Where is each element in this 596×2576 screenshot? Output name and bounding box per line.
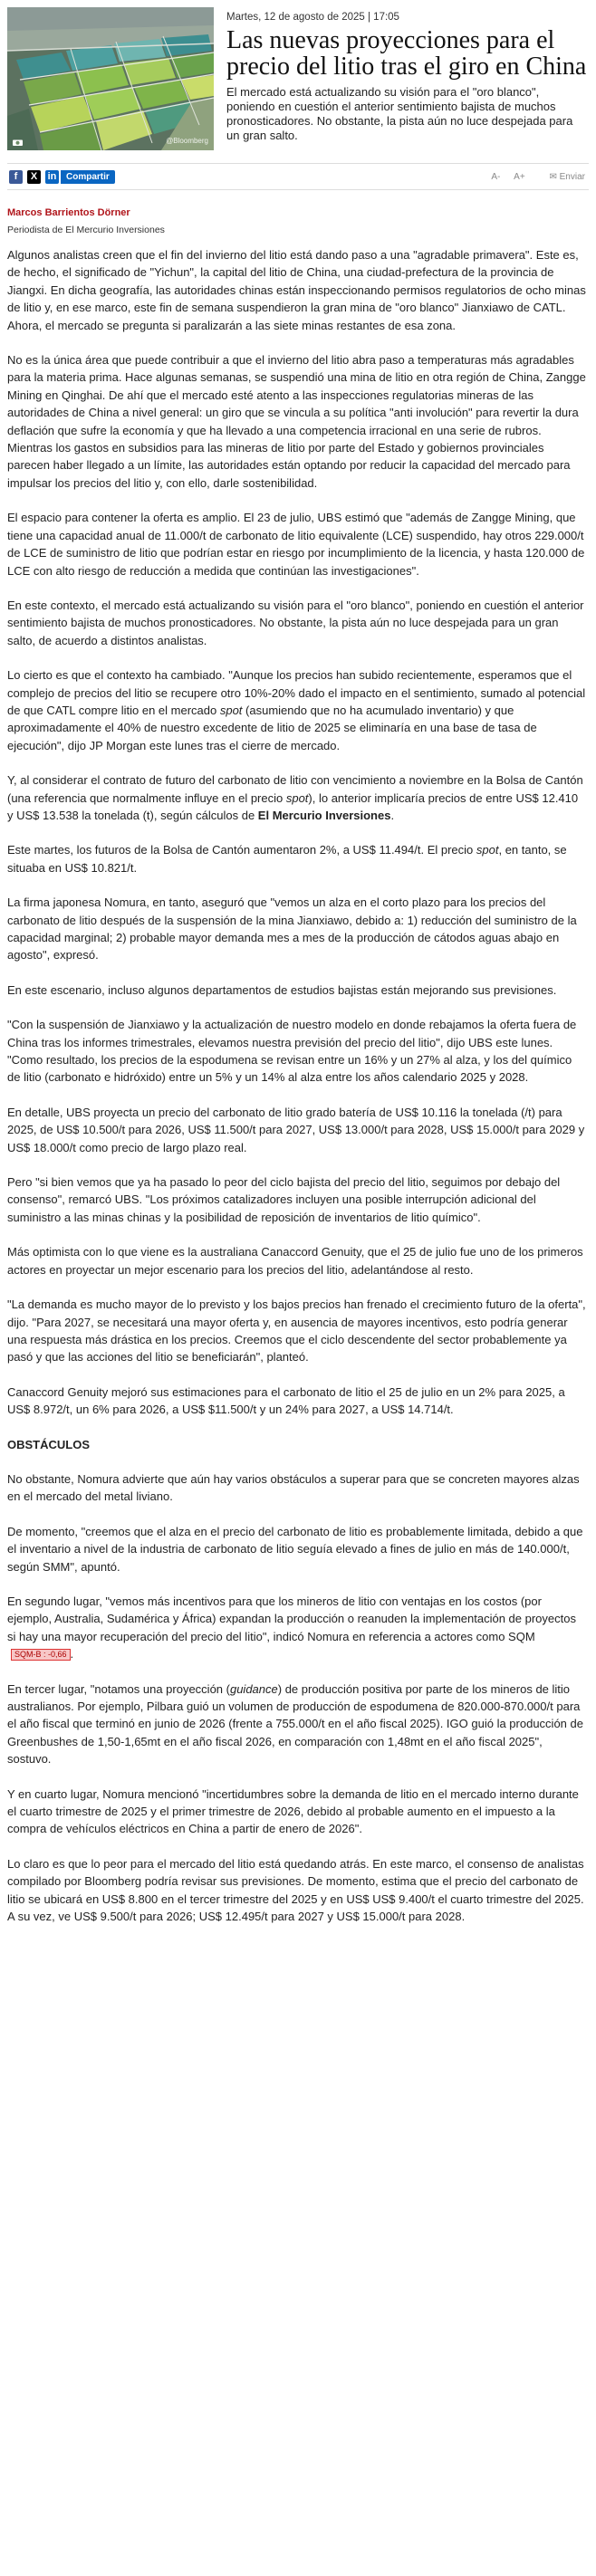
text-segment: Lo cierto es que el contexto ha cambiado. "Aunque los precios han subido recientemente, esperamos que el complejo de precios del litio se recupere otro 10%-20% dado el impacto en el sentimiento, sumado al potencial de que CATL compre litio en el mercado [7, 668, 586, 717]
share-bar [7, 163, 589, 190]
paragraph: Y en cuarto lugar, Nomura mencionó "incertidumbres sobre la demanda de litio en el mercado interno durante el cuarto trimestre de 2025 y el primer trimestre de 2026, debido al probable aumento en el impuesto a la compra de vehículos eléctricos en China a partir de enero de 2026". [7, 1786, 579, 1836]
mail-icon: ✉ [549, 172, 557, 182]
text-segment: Y, al considerar el contrato de futuro del carbonato de litio con vencimiento a noviembre en la Bolsa de Cantón (una referencia que normalmente influye en el precio [7, 773, 583, 805]
italic-term: spot [285, 790, 309, 805]
paragraph: "La demanda es mucho mayor de lo previsto y los bajos precios han frenado el crecimiento futuro de la oferta", dijo. "Para 2027, se necesitará una mayor oferta y, en ausencia de mayores incentivos, esto podría generar una respuesta más drástica en los precios. Creemos que el ciclo descendente del sector probablemente ya pasó y que las acciones del litio se beneficiarán", planteó. [7, 1298, 586, 1365]
paragraph [7, 771, 587, 824]
text-segment: . [390, 808, 395, 822]
text-segment: ), lo anterior implicaría precios de entre US$ 12.410 y US$ 13.538 la tonelada (t), según cálculos de [7, 790, 579, 822]
facebook-share-button[interactable]: f [9, 170, 23, 184]
italic-term: guidance [229, 1681, 278, 1696]
paragraph: Pero "si bien vemos que ya ha pasado lo peor del ciclo bajista del precio del litio, seguimos por debajo del consenso", remarcó UBS. "Los próximos catalizadores incluyen una posible interrupción adicional del suministro a las minas chinas y la posibilidad de reposición de inventarios de litio químico". [7, 1175, 561, 1224]
camera-icon [13, 139, 23, 146]
x-share-button[interactable]: X [27, 170, 41, 184]
page-title: Las nuevas proyecciones para el precio del litio tras el giro en China [226, 26, 587, 81]
paragraph [7, 841, 587, 876]
article-summary: El mercado está actualizando su visión para el "oro blanco", poniendo en cuestión el anterior sentimiento bajista de muchos pronosticadores. No obstante, la pista aún no luce despejada para un gran salto. [226, 85, 573, 142]
dateline: Martes, 12 de agosto de 2025 | 17:05 [226, 12, 399, 23]
text-segment: , en tanto, se situaba en US$ 10.821/t. [7, 843, 567, 875]
paragraph: Más optimista con lo que viene es la australiana Canaccord Genuity, que el 25 de julio fue uno de los primeros actores en proyectar un mejor escenario para los precios del litio, adelantándose al resto. [7, 1245, 583, 1277]
paragraph [7, 1593, 587, 1663]
paragraph [7, 1681, 587, 1768]
image-credit: @Bloomberg [166, 137, 208, 145]
text-segment: . [70, 1647, 74, 1661]
share-button[interactable]: Compartir [61, 170, 115, 184]
paragraph: De momento, "creemos que el alza en el precio del carbonato de litio es probablemente limitada, debido a que el inventario a nivel de la industria de carbonato de litio seguía elevado a fines de julio en más de 140.000/t, según SMM", apuntó. [7, 1524, 583, 1574]
text-segment: ) de producción positiva por parte de los mineros de litio australianos. Por ejemplo, Pilbara guió un volumen de producción de espodumena de 820.000-870.000/t para el año fiscal que terminó en junio de 2026 (frente a 755.000/t en el año fiscal 2025). IGO guió la producción de Greenbushes de 1,50-1,65mt en el año fiscal 2026, en comparación con 1,48mt en el año fiscal 2025", sostuvo. [7, 1681, 583, 1767]
paragraph: En este escenario, incluso algunos departamentos de estudios bajistas están mejorando sus previsiones. [7, 982, 557, 997]
paragraph: En este contexto, el mercado está actualizando su visión para el "oro blanco", poniendo en cuestión el anterior sentimiento bajista de muchos pronosticadores. No obstante, la pista aún no luce despejada para un gran salto, de acuerdo a distintos analistas. [7, 598, 584, 647]
paragraph: El espacio para contener la oferta es amplio. El 23 de julio, UBS estimó que "además de Zangge Mining, que tiene una capacidad anual de 11.000/t de carbonato de litio equivalente (LCE) suspendido, hay otros 229.000/t de LCE de suministro de litio que podrían estar en riesgo por incumplimiento de la licencia, y hasta 120.000 de LCE con alto riesgo de reducción a medida que continúan las investigaciones". [7, 511, 585, 578]
paragraph: "Con la suspensión de Jianxiawo y la actualización de nuestro modelo en donde rebajamos la oferta fuera de China tras los informes trimestrales, elevamos nuestra previsión del precio del litio", dijo UBS este lunes. "Como resultado, los precios de la espodumena se revisan entre un 16% y un 27% al alza, y los del químico de litio (carbonato e hidróxido) entre un 5% y un 14% al alza entre los años calendario 2025 y 2028. [7, 1018, 577, 1085]
text-segment: En tercer lugar, "notamos una proyección ( [7, 1681, 230, 1696]
paragraph: No es la única área que puede contribuir a que el invierno del litio abra paso a temperaturas más agradables para la materia prima. Hace algunas semanas, se suspendió una mina de litio en otra región de China, Zangge Mining en Qinghai. De ahí que el mercado esté atento a las inspecciones regulatorias mineras de las autoridades de China a nivel general: un giro que se vincula a su política "anti involución" para revertir la dura deflación que sufre la economía y que ha llevado a una competencia irracional en una serie de rubros. Mientras los gastos en subsidios para las mineras de litio por parte del Estado y gobiernos provinciales parecen haber llegado a un límite, las autoridades están optando por reducir la capacidad del mercado para impulsar los precios del litio y, con ello, darle sostenibilidad. [7, 353, 586, 490]
linkedin-share-button[interactable]: in [45, 170, 59, 184]
salt-flats-photo [7, 7, 214, 150]
send-label: Enviar [559, 172, 585, 182]
paragraph: Lo claro es que lo peor para el mercado del litio está quedando atrás. En este marco, el consenso de analistas compilado por Bloomberg podría revisar sus previsiones. De momento, estima que el precio del carbonato de litio se ubicará en US$ 8.800 en el tercer trimestre del 2025 y en US$ US$ 9.400/t el cuarto trimestre del 2025. A su vez, ve US$ 9.500/t para 2026; US$ 12.495/t para 2027 y US$ 15.000/t para 2028. [7, 1856, 584, 1924]
paragraph: Canaccord Genuity mejoró sus estimaciones para el carbonato de litio el 25 de julio en un 2% para 2025, a US$ 8.972/t, un 6% para 2026, a US$ $11.500/t y un 24% para 2027, a US$ 14.714/t. [7, 1384, 565, 1417]
paragraph: No obstante, Nomura advierte que aún hay varios obstáculos a superar para que se concreten mayores alzas en el mercado del metal liviano. [7, 1471, 580, 1504]
hero-image[interactable] [7, 7, 214, 150]
paragraph: Algunos analistas creen que el fin del invierno del litio está dando paso a una "agradable primavera". Este es, de hecho, el significado de "Yichun", la capital del litio de China, una ciudad-prefectura de la provincia de Jiangxi. En dicha geografía, las autoridades chinas están inspeccionando permisos regulatorios de ocho minas de litio y, en ese marco, este fin de semana suspendieron la gran mina de "oro blanco" Jianxiawo de CATL. Ahora, el mercado se pregunta si paralizarán a las siete minas restantes de esa zona. [7, 248, 586, 332]
author-role: Periodista de El Mercurio Inversiones [7, 225, 165, 235]
text-segment: (asumiendo que no ha acumulado inventario) y que aproximadamente el 40% de nuestro excedente de litio de 2025 se eliminaría en una base de tasa de ejecución", dijo JP Morgan este lunes tras el cierre de mercado. [7, 703, 537, 752]
article-body [7, 246, 587, 1942]
author-block [7, 206, 589, 236]
paragraph: La firma japonesa Nomura, en tanto, aseguró que "vemos un alza en el corto plazo para los precios del carbonato de litio después de la suspensión de la mina Jianxiawo, debido a: 1) reducción del suministro de la capacidad marginal; 2) probable mayor demanda mes a mes de la producción de cátodos aguas abajo en agosto", expresó. [7, 895, 577, 962]
text-segment: En segundo lugar, "vemos más incentivos para que los mineros de litio con ventajas en los costos (por ejemplo, Australia, Sudamérica y África) expandan la producción o reanuden la implementación de proyectos si hay una mayor recuperación del precio del litio", indicó Nomura en referencia a actores como SQM [7, 1594, 576, 1643]
headline-block [226, 7, 589, 143]
section-heading: OBSTÁCULOS [7, 1437, 90, 1451]
author-name[interactable]: Marcos Barrientos Dörner [7, 207, 130, 218]
paragraph [7, 666, 587, 754]
article-header [7, 7, 589, 150]
italic-term: spot [219, 703, 243, 717]
font-increase-button[interactable]: A+ [514, 172, 525, 182]
send-button[interactable] [538, 172, 585, 182]
publication-name: El Mercurio Inversiones [257, 808, 391, 822]
reading-tools [480, 170, 585, 184]
stock-ticker-badge[interactable]: SQM-B : -0,66 [11, 1649, 71, 1661]
italic-term: spot [476, 843, 499, 857]
font-decrease-button[interactable]: A- [491, 172, 501, 182]
text-segment: Este martes, los futuros de la Bolsa de Cantón aumentaron 2%, a US$ 11.494/t. El precio [7, 843, 476, 857]
paragraph: En detalle, UBS proyecta un precio del carbonato de litio grado batería de US$ 10.116 la tonelada (/t) para 2025, de US$ 10.500/t para 2026, US$ 11.500/t para 2027, US$ 13.000/t para 2028, US$ 15.000/t para 2029 y US$ 18.000/t como precio de largo plazo real. [7, 1105, 585, 1154]
